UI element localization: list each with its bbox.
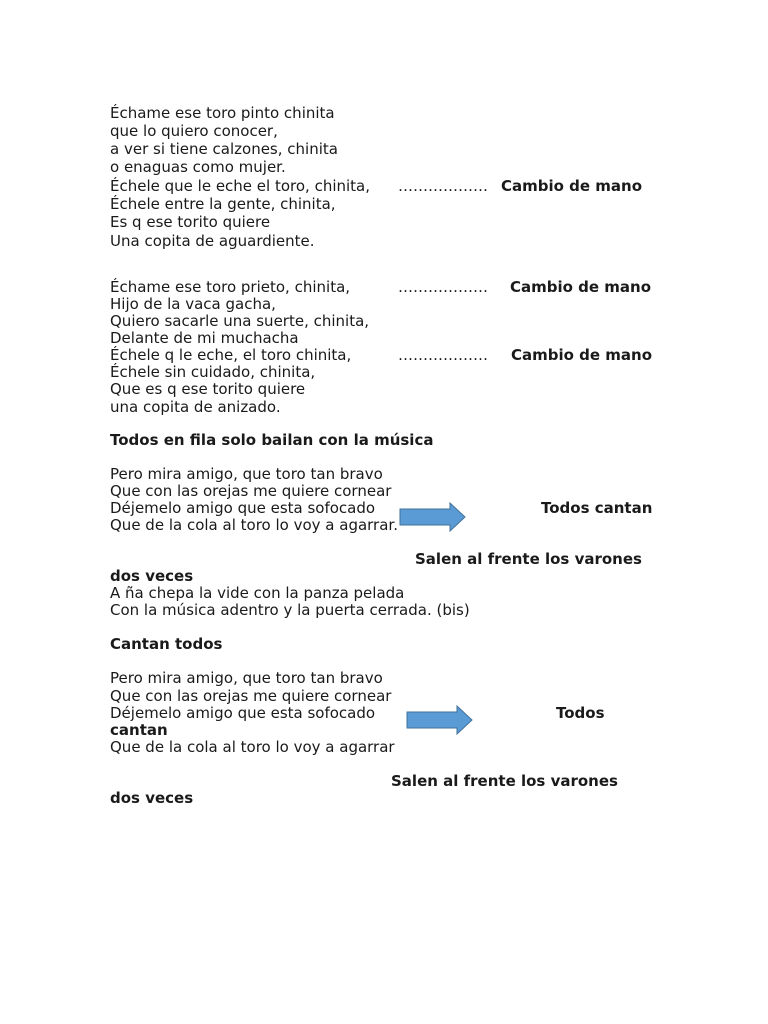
cue-todos-cantan: Todos cantan bbox=[541, 499, 653, 517]
instruction-heading: Cantan todos bbox=[110, 635, 223, 653]
dotted-leader: ……………… bbox=[398, 278, 488, 296]
lyric-line: o enaguas como mujer. bbox=[110, 158, 286, 176]
lyric-line: Una copita de aguardiente. bbox=[110, 232, 315, 250]
lyric-line: a ver si tiene calzones, chinita bbox=[110, 140, 338, 158]
cue-cantan: cantan bbox=[110, 721, 168, 739]
cue-salen-al-frente: Salen al frente los varones bbox=[415, 550, 642, 568]
cue-cambio-de-mano: Cambio de mano bbox=[511, 346, 653, 364]
cue-todos: Todos bbox=[556, 704, 605, 722]
right-arrow-icon bbox=[406, 705, 474, 735]
lyric-line: Con la música adentro y la puerta cerrada. (bis) bbox=[110, 601, 470, 619]
cue-salen-al-frente: Salen al frente los varones bbox=[391, 772, 618, 790]
cue-cambio-de-mano: Cambio de mano bbox=[501, 177, 643, 195]
lyric-line: Pero mira amigo, que toro tan bravo bbox=[110, 669, 383, 687]
lyric-line: Pero mira amigo, que toro tan bravo bbox=[110, 465, 383, 483]
lyric-line: Que de la cola al toro lo voy a agarrar bbox=[110, 738, 395, 756]
lyric-line: Échele sin cuidado, chinita, bbox=[110, 363, 316, 381]
lyric-line: Déjemelo amigo que esta sofocado bbox=[110, 499, 376, 517]
lyric-line: Échame ese toro pinto chinita bbox=[110, 104, 335, 122]
right-arrow-icon bbox=[399, 502, 467, 532]
lyric-line: Que con las orejas me quiere cornear bbox=[110, 482, 392, 500]
cue-cambio-de-mano: Cambio de mano bbox=[510, 278, 652, 296]
lyric-line: Que con las orejas me quiere cornear bbox=[110, 687, 392, 705]
cue-dos-veces: dos veces bbox=[110, 567, 194, 585]
lyric-line: Que es q ese torito quiere bbox=[110, 380, 306, 398]
lyric-line: Échele q le eche, el toro chinita, bbox=[110, 346, 352, 364]
lyric-line: Es q ese torito quiere bbox=[110, 213, 271, 231]
lyric-line: Échele entre la gente, chinita, bbox=[110, 195, 336, 213]
lyric-line: una copita de anizado. bbox=[110, 398, 281, 416]
lyric-line: Quiero sacarle una suerte, chinita, bbox=[110, 312, 370, 330]
lyric-line: A ña chepa la vide con la panza pelada bbox=[110, 584, 405, 602]
lyric-line: Que de la cola al toro lo voy a agarrar. bbox=[110, 516, 398, 534]
lyric-line: Hijo de la vaca gacha, bbox=[110, 295, 276, 313]
instruction-heading: Todos en fila solo bailan con la música bbox=[110, 431, 434, 449]
lyric-line: Échame ese toro prieto, chinita, bbox=[110, 278, 351, 296]
lyric-line: Delante de mi muchacha bbox=[110, 329, 299, 347]
cue-dos-veces: dos veces bbox=[110, 789, 194, 807]
lyric-line: Déjemelo amigo que esta sofocado bbox=[110, 704, 376, 722]
lyric-line: Échele que le eche el toro, chinita, bbox=[110, 177, 371, 195]
lyric-line: que lo quiero conocer, bbox=[110, 122, 278, 140]
dotted-leader: ……………… bbox=[398, 346, 488, 364]
dotted-leader: ……………… bbox=[398, 177, 488, 195]
